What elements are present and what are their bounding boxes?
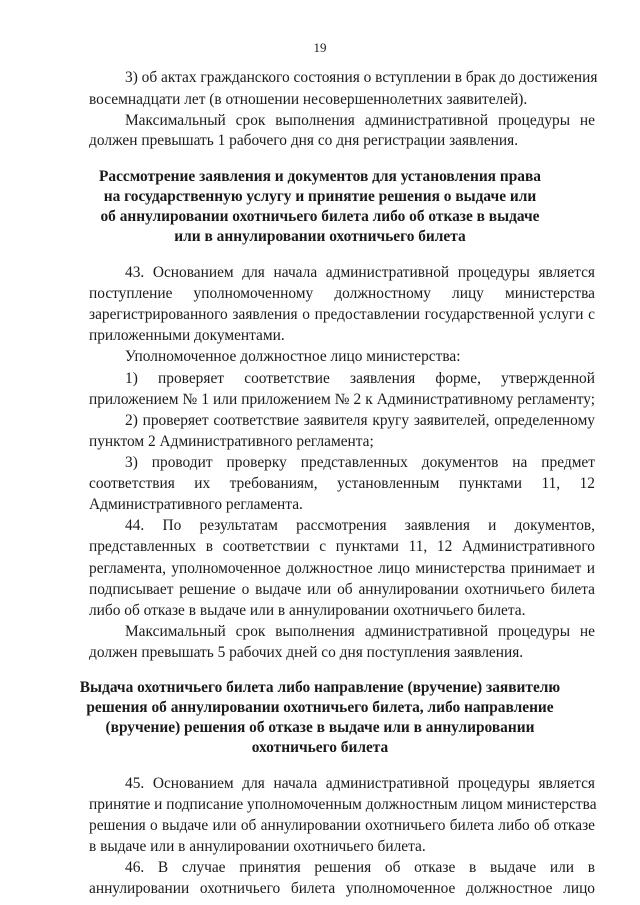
text-line: 45. Основанием для начала административной процедуры является bbox=[125, 775, 595, 792]
text-line: решения о выдаче или об аннулировании охотничьего билета либо об отказе bbox=[89, 817, 595, 834]
text-line: 44. По результатам рассмотрения заявления и документов, bbox=[125, 517, 595, 534]
section-heading-line: об аннулировании охотничьего билета либо об отказе в выдаче bbox=[100, 208, 540, 225]
text-line: подписывает решение о выдаче или об аннулировании охотничьего билета bbox=[89, 581, 595, 598]
text-line: 1) проверяет соответствие заявления форме, утвержденной bbox=[125, 370, 595, 387]
text-line: в выдаче или в аннулировании охотничьего билета. bbox=[89, 838, 426, 855]
text-line: соответствия их требованиям, установленным пунктами 11, 12 bbox=[89, 475, 595, 492]
text-line: Административного регламента. bbox=[89, 496, 303, 513]
text-line: поступление уполномоченному должностному лицу министерства bbox=[89, 285, 595, 302]
section-heading-line: охотничьего билета bbox=[251, 739, 389, 756]
text-line: должен превышать 5 рабочих дней со дня поступления заявления. bbox=[89, 644, 524, 661]
text-line: зарегистрированного заявления о предоставлении государственной услуги с bbox=[89, 306, 595, 323]
section-heading-line: (вручение) решения об отказе в выдаче или в аннулировании bbox=[105, 719, 535, 736]
text-line: 3) проводит проверку представленных документов на предмет bbox=[125, 454, 595, 471]
text-line: представленных в соответствии с пунктами 11, 12 Административного bbox=[89, 538, 595, 555]
text-line: Максимальный срок выполнения административной процедуры не bbox=[125, 623, 595, 640]
section-heading-line: Рассмотрение заявления и документов для установления права bbox=[98, 168, 541, 185]
text-line: 2) проверяет соответствие заявителя кругу заявителей, определенному bbox=[125, 412, 595, 429]
text-line: либо об отказе в выдаче или в аннулировании охотничьего билета. bbox=[89, 602, 526, 619]
text-line: 43. Основанием для начала административной процедуры является bbox=[125, 264, 595, 281]
text-line: восемнадцати лет (в отношении несовершеннолетних заявителей). bbox=[89, 91, 528, 108]
text-line: Уполномоченное должностное лицо министерства: bbox=[125, 348, 461, 365]
text-line: аннулировании охотничьего билета уполномоченное должностное лицо bbox=[89, 880, 595, 897]
text-line: пунктом 2 Административного регламента; bbox=[89, 433, 374, 450]
text-line: 3) об актах гражданского состояния о вступлении в брак до достижения bbox=[125, 69, 598, 86]
section-heading-line: или в аннулировании охотничьего билета bbox=[174, 228, 466, 245]
section-heading-line: на государственную услугу и принятие решения о выдаче или bbox=[103, 188, 537, 205]
text-line: приложением № 1 или приложением № 2 к Административному регламенту; bbox=[89, 391, 595, 408]
section-heading-line: Выдача охотничьего билета либо направление (вручение) заявителю bbox=[79, 679, 561, 696]
text-line: Максимальный срок выполнения административной процедуры не bbox=[125, 112, 595, 129]
text-line: 46. В случае принятия решения об отказе в выдаче или в bbox=[125, 859, 595, 876]
text-line: должен превышать 1 рабочего дня со дня регистрации заявления. bbox=[89, 132, 519, 149]
text-line: принятие и подписание уполномоченным должностным лицом министерства bbox=[89, 796, 597, 813]
page-number: 19 bbox=[313, 40, 327, 55]
text-line: регламента, уполномоченное должностное лицо министерства принимает и bbox=[89, 560, 595, 577]
text-line: приложенными документами. bbox=[89, 327, 285, 344]
section-heading-line: решения об аннулировании охотничьего билета, либо направление bbox=[86, 699, 554, 716]
